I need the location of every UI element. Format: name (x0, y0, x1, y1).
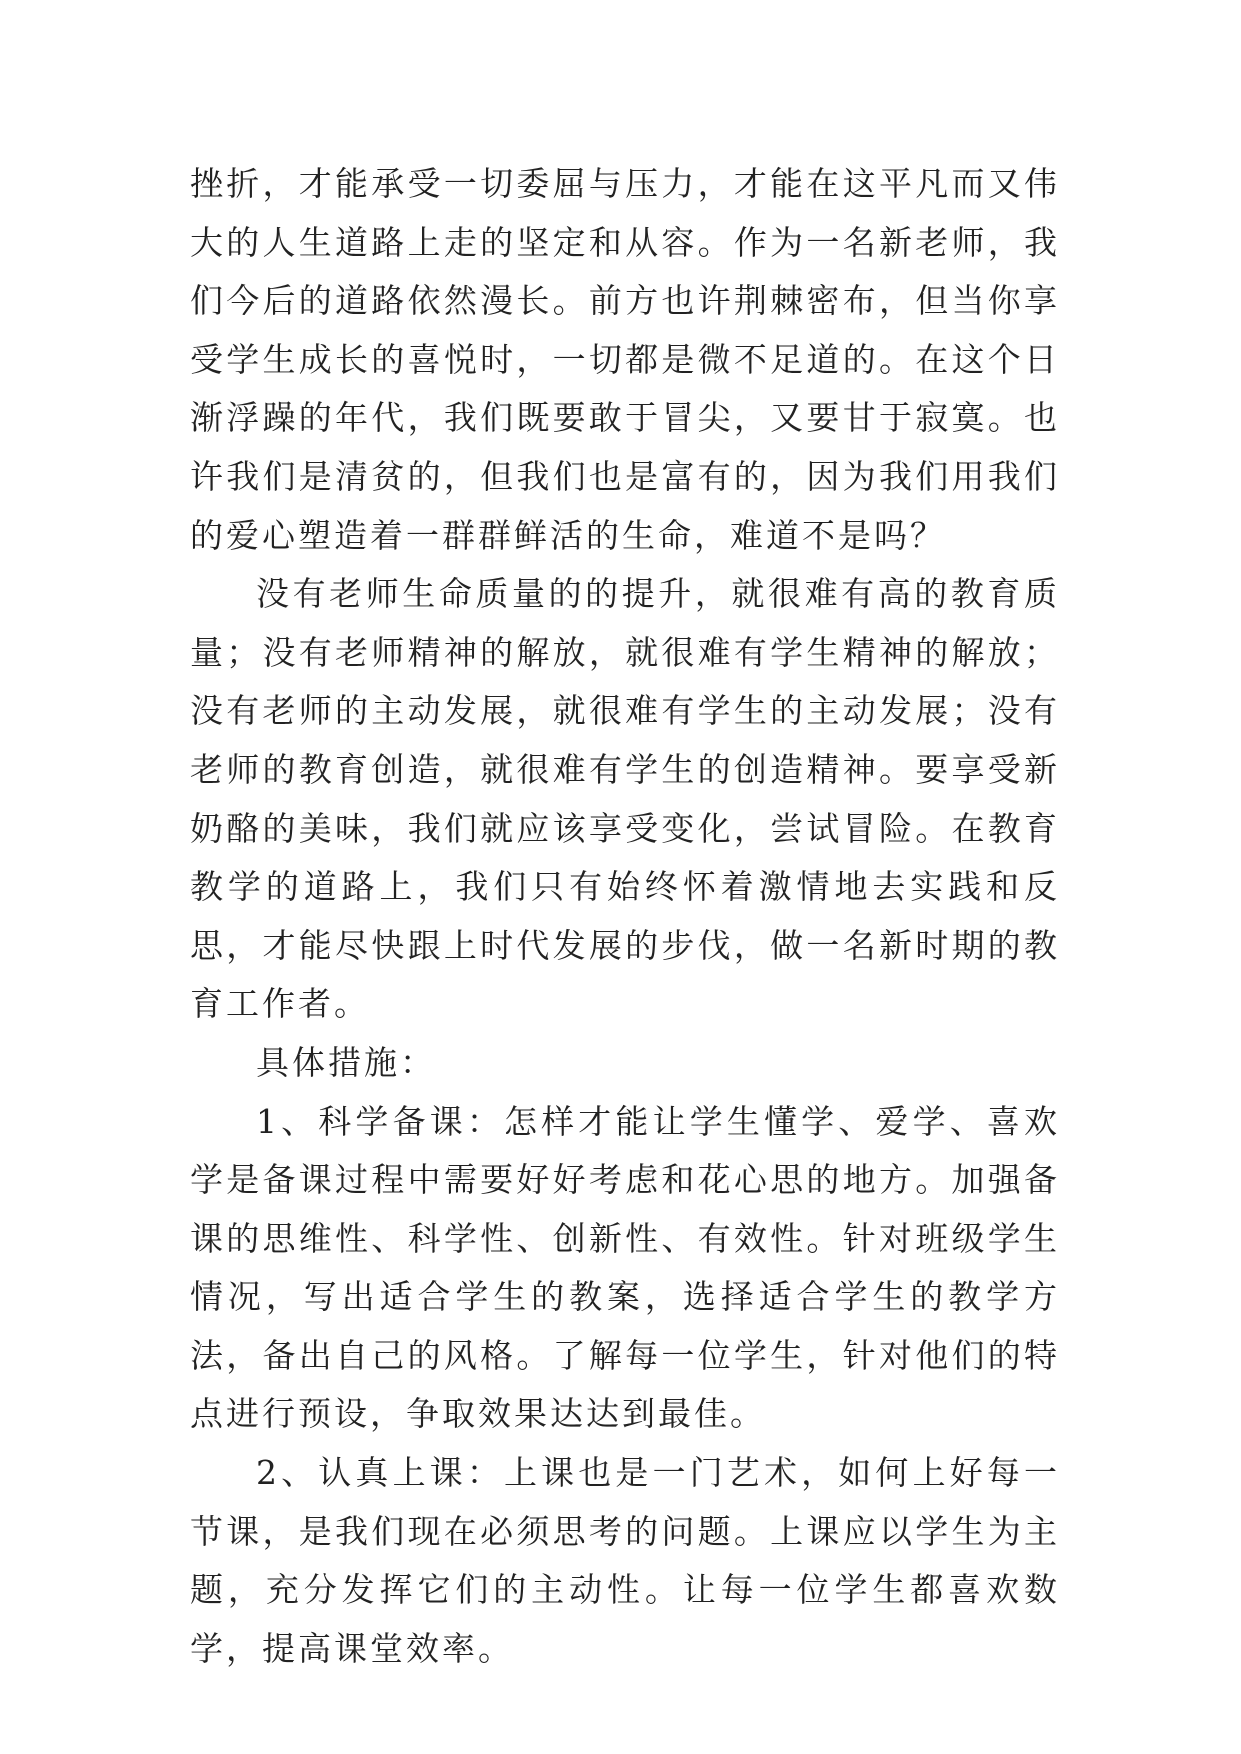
paragraph-3-heading: 具体措施： (256, 1042, 436, 1082)
paragraph-1: 挫折，才能承受一切委屈与压力，才能在这平凡而又伟大的人生道路上走的坚定和从容。作为一名新老师，我们今后的道路依然漫长。前方也许荆棘密布，但当你享受学生成长的喜悦时，一切都是微不足道的。在这个日渐浮躁的年代，我们既要敢于冒尖，又要甘于寂寞。也许我们是清贫的，但我们也是富有的，因为我们用我们的爱心塑造着一群群鲜活的生命，难道不是吗？ (190, 164, 1060, 555)
paragraph-4: 1、科学备课：怎样才能让学生懂学、爱学、喜欢学是备课过程中需要好好考虑和花心思的地方。加强备课的思维性、科学性、创新性、有效性。针对班级学生情况，写出适合学生的教案，选择适合学生的教学方法，备出自己的风格。了解每一位学生，针对他们的特点进行预设，争取效果达达到最佳。 (190, 1101, 1060, 1434)
document-body (190, 155, 1060, 1678)
paragraph-5: 2、认真上课：上课也是一门艺术，如何上好每一节课，是我们现在必须思考的问题。上课应以学生为主题，充分发挥它们的主动性。让每一位学生都喜欢数学，提高课堂效率。 (190, 1453, 1060, 1668)
paragraph-2: 没有老师生命质量的的提升，就很难有高的教育质量；没有老师精神的解放，就很难有学生精神的解放；没有老师的主动发展，就很难有学生的主动发展；没有老师的教育创造，就很难有学生的创造精神。要享受新奶酪的美味，我们就应该享受变化，尝试冒险。在教育教学的道路上，我们只有始终怀着激情地去实践和反思，才能尽快跟上时代发展的步伐，做一名新时期的教育工作者。 (190, 574, 1060, 1024)
